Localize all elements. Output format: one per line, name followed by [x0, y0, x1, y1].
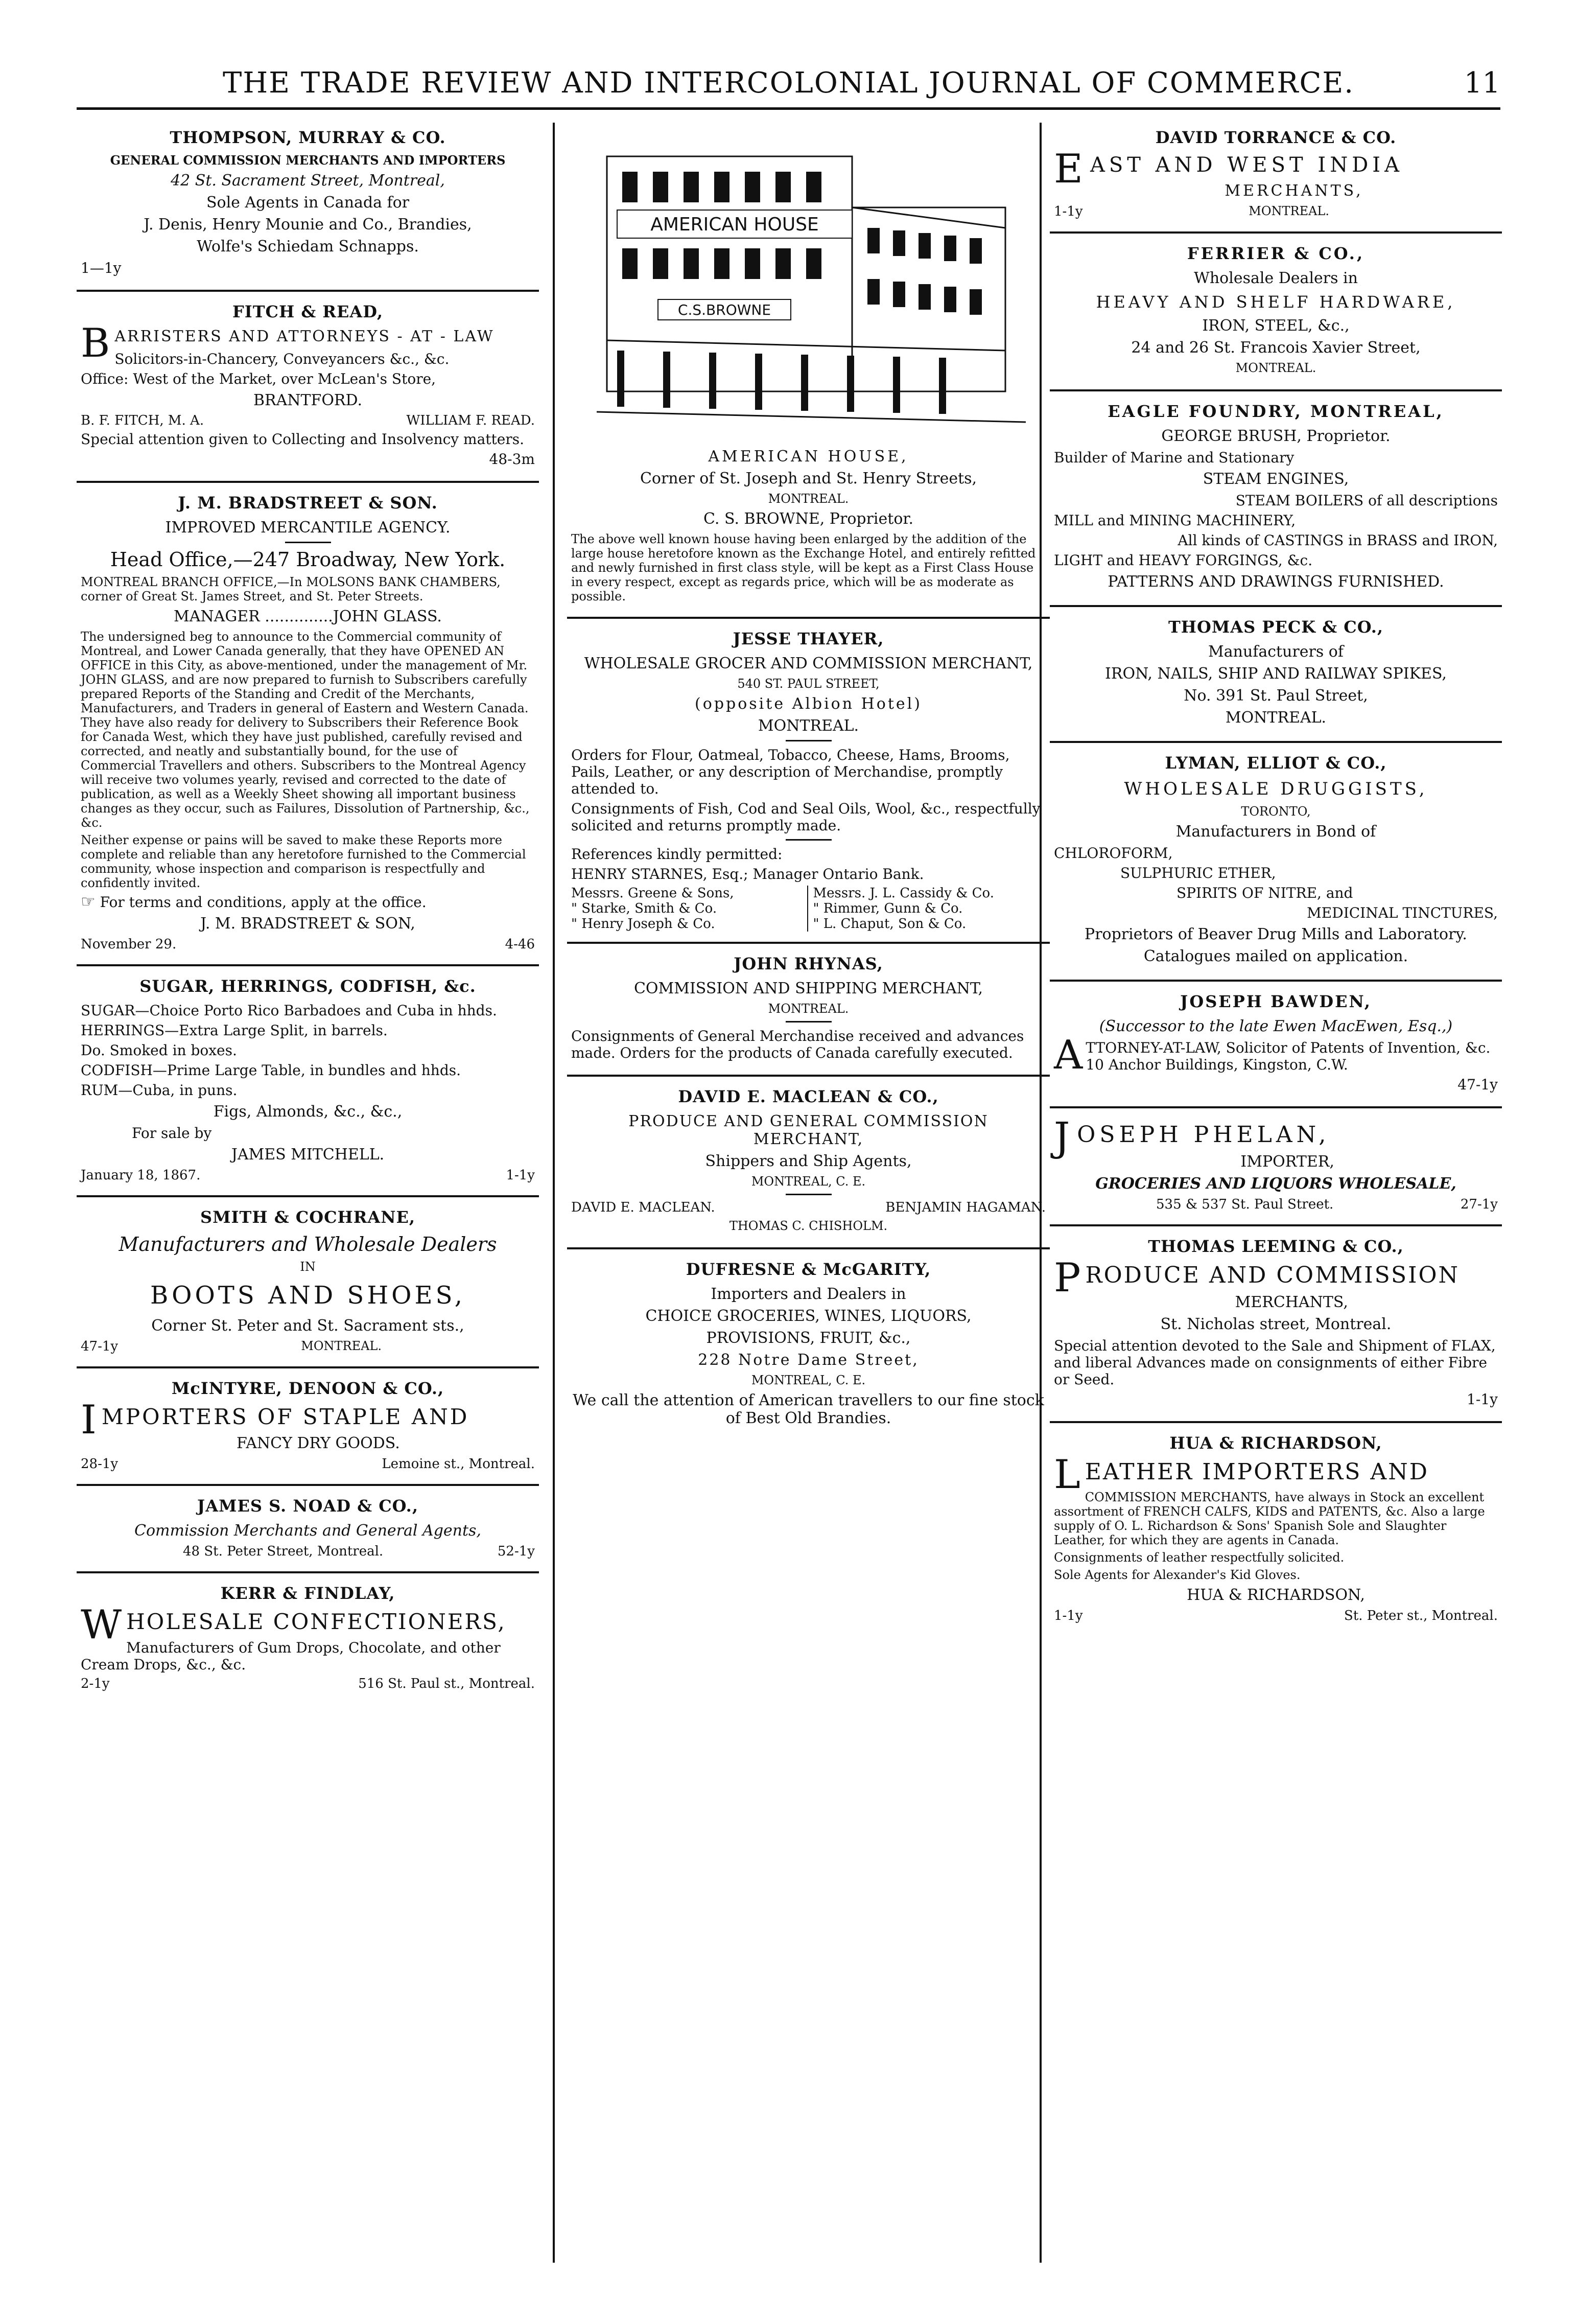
ad-partner: B. F. FITCH, M. A. — [81, 413, 204, 428]
ad-name: SMITH & COCHRANE, — [200, 1207, 415, 1227]
ad-line: CODFISH—Prime Large Table, in bundles and hhds. — [81, 1062, 461, 1079]
ad-fitch — [77, 292, 539, 483]
journal-title: THE TRADE REVIEW AND INTERCOLONIAL JOURNAL OF COMMERCE. — [222, 66, 1355, 100]
ad-line: No. 391 St. Paul Street, — [1184, 687, 1368, 705]
ad-city: MONTREAL, C. E. — [751, 1174, 866, 1189]
ad-city: TORONTO, — [1241, 804, 1311, 819]
ad-name: THOMAS PECK & CO., — [1168, 617, 1384, 637]
ad-noad — [77, 1486, 539, 1573]
ad-line: HERRINGS—Extra Large Split, in barrels. — [81, 1022, 388, 1039]
ad-ref: 1—1y — [81, 260, 122, 276]
ad-name: JESSE THAYER, — [733, 629, 884, 648]
ad-partner: WILLIAM F. READ. — [406, 413, 535, 428]
reference-entry: " Rimmer, Gunn & Co. — [813, 901, 963, 916]
ad-mcintyre — [77, 1368, 539, 1486]
ad-line: GENERAL COMMISSION MERCHANTS AND IMPORTERS — [110, 153, 506, 168]
column-left — [77, 118, 539, 2283]
ad-name: JOSEPH PHELAN, — [1054, 1114, 1330, 1160]
ad-name: HUA & RICHARDSON, — [1169, 1433, 1382, 1453]
divider — [786, 1194, 832, 1195]
ad-hua — [1050, 1423, 1502, 1636]
ad-smith — [77, 1197, 539, 1368]
ad-line: St. Nicholas street, Montreal. — [1160, 1315, 1392, 1333]
ad-name: J. M. BRADSTREET & SON. — [178, 493, 438, 513]
ad-name: THOMPSON, MURRAY & CO. — [170, 128, 446, 147]
ad-paragraph: The above well known house having been enlarged by the addition of the large house heretofore known as the Exchange Hotel, and entirely refitted and newly furnished in first class style, will be kept as a First Class House in every respect, except as regards price, which will be as moderate as possible. — [571, 532, 1036, 603]
hotel-engraving — [586, 126, 1031, 443]
ad-line: PROVISIONS, FRUIT, &c., — [706, 1329, 911, 1347]
ad-name: JOHN RHYNAS, — [734, 954, 883, 973]
ad-ref: 1-1y — [1467, 1391, 1498, 1408]
ad-line: WHOLESALE CONFECTIONERS, — [81, 1602, 506, 1648]
ad-city: MONTREAL. — [768, 492, 849, 506]
ad-line: MERCHANTS, — [1235, 1293, 1348, 1311]
ad-dufresne — [567, 1249, 1050, 1442]
divider — [786, 740, 832, 741]
ad-name: FITCH & READ, — [232, 302, 383, 321]
ad-name: JOSEPH BAWDEN, — [1180, 992, 1372, 1011]
ad-address: Lemoine st., Montreal. — [382, 1456, 535, 1472]
ad-ref: 27-1y — [1460, 1197, 1498, 1212]
ad-branch: MONTREAL BRANCH OFFICE,—In MOLSONS BANK CHAMBERS, corner of Great St. James Street, and St. Peter Streets. — [81, 575, 501, 603]
ad-line: Corner of St. Joseph and St. Henry Streets, — [640, 470, 977, 487]
ad-line: Shippers and Ship Agents, — [705, 1152, 912, 1170]
ad-name: THOMAS LEEMING & CO., — [1148, 1237, 1404, 1256]
ad-ref: 1-1y — [1054, 1608, 1083, 1623]
ad-city: MONTREAL. — [1249, 204, 1329, 218]
ad-peck — [1050, 607, 1502, 743]
ad-partner: THOMAS C. CHISHOLM. — [729, 1219, 888, 1233]
ad-city: MONTREAL. — [768, 1002, 849, 1016]
ad-line: STEAM ENGINES, — [1203, 470, 1349, 488]
divider — [285, 542, 331, 543]
ad-line: SUGAR—Choice Porto Rico Barbadoes and Cuba in hhds. — [81, 1002, 497, 1019]
ad-signature: J. M. BRADSTREET & SON, — [200, 915, 415, 933]
ad-name: AMERICAN HOUSE, — [708, 448, 909, 466]
ad-thayer — [567, 619, 1050, 944]
ad-ref: 28-1y — [81, 1456, 119, 1472]
ad-line: RUM—Cuba, in puns. — [81, 1082, 238, 1099]
ad-line: Manufacturers of Gum Drops, Chocolate, and other Cream Drops, &c., &c. — [81, 1639, 501, 1673]
column-right — [1050, 118, 1502, 2283]
ad-leeming — [1050, 1226, 1502, 1423]
ad-line: 228 Notre Dame Street, — [698, 1351, 919, 1369]
ad-line: IRON, NAILS, SHIP AND RAILWAY SPIKES, — [1105, 665, 1447, 683]
ad-ref: 1-1y — [506, 1168, 535, 1183]
ad-line: PRODUCE AND COMMISSION — [1054, 1255, 1460, 1301]
ad-line: HEAVY AND SHELF HARDWARE, — [1096, 292, 1456, 312]
reference-entry: " Starke, Smith & Co. — [571, 901, 717, 916]
ad-city: MONTREAL, C. E. — [751, 1373, 866, 1387]
page-number: 11 — [1464, 66, 1500, 100]
ad-line: MILL and MINING MACHINERY, — [1054, 512, 1296, 529]
ad-manager: MANAGER ..............JOHN GLASS. — [174, 608, 442, 625]
ad-line: GROCERIES AND LIQUORS WHOLESALE, — [1095, 1175, 1456, 1193]
ad-line: Office: West of the Market, over McLean's Store, — [81, 370, 436, 387]
ad-line: PRODUCE AND GENERAL COMMISSION MERCHANT, — [628, 1112, 988, 1148]
ad-line: IRON, STEEL, &c., — [1202, 317, 1350, 335]
ad-ref: 52-1y — [497, 1544, 535, 1559]
ad-line: HENRY STARNES, Esq.; Manager Ontario Bank. — [571, 866, 924, 882]
ad-line: ATTORNEY-AT-LAW, Solicitor of Patents of Invention, &c. 10 Anchor Buildings, Kingston, C.W. — [1054, 1032, 1491, 1078]
ad-kerr — [77, 1573, 539, 1704]
ad-line: Do. Smoked in boxes. — [81, 1042, 237, 1059]
ad-line: SPIRITS OF NITRE, and — [1176, 885, 1353, 901]
ad-ferrier — [1050, 234, 1502, 391]
ad-line: IN — [300, 1260, 316, 1274]
ad-line: (opposite Albion Hotel) — [695, 695, 922, 713]
ad-line: Manufacturers in Bond of — [1175, 823, 1376, 841]
ad-line: Catalogues mailed on application. — [1143, 947, 1408, 965]
ad-line: Wolfe's Schiedam Schnapps. — [197, 238, 419, 255]
column-middle — [567, 118, 1050, 2283]
ad-line: FANCY DRY GOODS. — [237, 1434, 400, 1452]
ad-line: LIGHT and HEAVY FORGINGS, &c. — [1054, 552, 1313, 569]
ad-line: 48 St. Peter Street, Montreal. — [183, 1544, 384, 1559]
ad-line: All kinds of CASTINGS in BRASS and IRON, — [1178, 532, 1498, 549]
ad-torrance — [1050, 118, 1502, 234]
ad-name: McINTYRE, DENOON & CO., — [171, 1379, 444, 1398]
page-header — [77, 66, 1500, 110]
ad-name: SUGAR, HERRINGS, CODFISH, &c. — [139, 977, 476, 996]
ad-line: GEORGE BRUSH, Proprietor. — [1161, 427, 1391, 445]
ad-name: EAGLE FOUNDRY, MONTREAL, — [1108, 402, 1444, 421]
ad-line: For sale by — [132, 1125, 212, 1142]
reference-entry: Messrs. Greene & Sons, — [571, 886, 734, 901]
ad-line: (Successor to the late Ewen MacEwen, Esq.,) — [1099, 1017, 1453, 1035]
ad-eagle-foundry — [1050, 391, 1502, 607]
ad-line: Manufacturers and Wholesale Dealers — [119, 1233, 497, 1256]
ad-line: 540 ST. PAUL STREET, — [737, 677, 880, 691]
ad-lyman — [1050, 743, 1502, 982]
ad-date: November 29. — [81, 937, 177, 952]
ad-city: MONTREAL. — [1225, 709, 1327, 727]
ad-name: LYMAN, ELLIOT & CO., — [1165, 753, 1387, 773]
ad-line: STEAM BOILERS of all descriptions — [1235, 492, 1498, 509]
ad-paragraph: Orders for Flour, Oatmeal, Tobacco, Cheese, Hams, Brooms, Pails, Leather, or any description of Merchandise, promptly attended to. — [571, 747, 1010, 797]
ad-line: 24 and 26 St. Francois Xavier Street, — [1131, 339, 1421, 357]
ad-line: Special attention given to Collecting and Insolvency matters. — [81, 431, 524, 448]
ad-paragraph: Special attention devoted to the Sale and Shipment of FLAX, and liberal Advances made on consignments of either Fibre or Seed. — [1054, 1337, 1496, 1388]
ad-line: MERCHANTS, — [1225, 182, 1363, 200]
ad-bradstreet — [77, 483, 539, 966]
ad-date: January 18, 1867. — [81, 1168, 201, 1183]
ad-line: LEATHER IMPORTERS AND — [1054, 1452, 1429, 1498]
ad-city: BRANTFORD. — [253, 391, 363, 409]
hotel-proprietor-sign: C.S.BROWNE — [677, 301, 771, 318]
ad-paragraph: Neither expense or pains will be saved to make these Reports more complete and reliable than any heretofore furnished to the Commercial community, whose inspection and comparison is respectfully and confidently invited. — [81, 833, 526, 890]
ad-line: Commission Merchants and General Agents, — [134, 1522, 481, 1540]
ad-sugar — [77, 966, 539, 1197]
ad-line: EAST AND WEST INDIA — [1054, 146, 1403, 192]
divider — [786, 839, 832, 841]
ad-line: CHLOROFORM, — [1054, 845, 1173, 862]
ad-address: St. Peter st., Montreal. — [1344, 1608, 1498, 1623]
ad-line: COMMISSION AND SHIPPING MERCHANT, — [633, 980, 983, 997]
ad-name: DUFRESNE & McGARITY, — [686, 1260, 931, 1279]
ad-line: Corner St. Peter and St. Sacrament sts., — [151, 1317, 464, 1335]
ad-ref: 48-3m — [489, 451, 535, 468]
ad-paragraph: Consignments of General Merchandise received and advances made. Orders for the products of Canada carefully executed. — [571, 1028, 1024, 1061]
ad-line: WHOLESALE DRUGGISTS, — [1124, 779, 1428, 799]
ad-american-house — [567, 118, 1050, 619]
reference-entry: " L. Chaput, Son & Co. — [813, 916, 967, 932]
ad-ref: 47-1y — [1457, 1076, 1498, 1093]
ad-seller: JAMES MITCHELL. — [231, 1146, 385, 1164]
ad-tagline: IMPROVED MERCANTILE AGENCY. — [165, 519, 451, 537]
ad-line: BARRISTERS AND ATTORNEYS - AT - LAW — [81, 320, 495, 366]
ad-partner: BENJAMIN HAGAMAN. — [885, 1200, 1046, 1215]
ad-line: IMPORTERS OF STAPLE AND — [81, 1397, 469, 1443]
ad-thompson — [77, 118, 539, 292]
ad-paragraph: The undersigned beg to announce to the Commercial community of Montreal, and Lower Canada generally, that they have OPENED AN OFFICE in this City, as above-mentioned, under the management of Mr. JOHN GLASS, and are now prepared to furnish to Subscribers carefully prepared Reports of the Standing and Credit of the Merchants, Manufacturers, and Traders in general of Eastern and Western Canada. They have also ready for delivery to Subscribers their Reference Book for Canada West, which they have just published, carefully revised and corrected, and neatly and substantially bound, for the use of Commercial Travellers and others. Subscribers to the Montreal Agency will receive two volumes yearly, revised and corrected to the date of publication, as well as a Weekly Sheet showing all important business changes as they occur, such as Failures, Dissolution of Partnership, &c., &c. — [81, 630, 530, 830]
ad-line: 42 St. Sacrament Street, Montreal, — [171, 172, 445, 190]
ad-address: 516 St. Paul st., Montreal. — [358, 1676, 535, 1691]
ad-city: MONTREAL. — [1235, 361, 1316, 375]
ad-line: MEDICINAL TINCTURES, — [1307, 904, 1498, 921]
ad-line: WHOLESALE GROCER AND COMMISSION MERCHANT, — [584, 655, 1033, 672]
ad-line: IMPORTER, — [1240, 1153, 1334, 1171]
ad-line: We call the attention of American travellers to our fine stock of Best Old Brandies. — [573, 1391, 1044, 1427]
reference-entry: " Henry Joseph & Co. — [571, 916, 715, 932]
column-rule — [553, 123, 555, 2263]
pointing-hand-icon: ☞ — [81, 892, 96, 911]
ad-line: References kindly permitted: — [571, 846, 783, 863]
ad-line: Manufacturers of — [1208, 643, 1344, 661]
ad-name: DAVID TORRANCE & CO. — [1155, 128, 1397, 147]
ad-phelan — [1050, 1108, 1502, 1226]
ad-partner: DAVID E. MACLEAN. — [571, 1200, 715, 1215]
ad-line: Wholesale Dealers in — [1194, 269, 1358, 287]
ad-ref: 4-46 — [505, 937, 535, 952]
ad-signature: HUA & RICHARDSON, — [1187, 1586, 1365, 1604]
ad-line: SULPHURIC ETHER, — [1120, 865, 1276, 881]
ad-name: JAMES S. NOAD & CO., — [197, 1496, 418, 1516]
divider — [786, 1021, 832, 1022]
reference-entry: Messrs. J. L. Cassidy & Co. — [813, 886, 994, 901]
ad-ref: 2-1y — [81, 1676, 110, 1691]
ad-ref: 47-1y — [81, 1339, 119, 1354]
ad-maclean — [567, 1077, 1050, 1249]
ad-line: Consignments of leather respectfully solicited. — [1054, 1550, 1345, 1565]
ad-line: Importers and Dealers in — [711, 1285, 906, 1303]
ad-head-office: Head Office,—247 Broadway, New York. — [110, 548, 506, 571]
ad-name: DAVID E. MACLEAN & CO., — [678, 1087, 939, 1106]
ad-ref: 1-1y — [1054, 204, 1083, 219]
ad-bawden — [1050, 982, 1502, 1108]
ad-line: 535 & 537 St. Paul Street. — [1156, 1197, 1334, 1212]
ad-paragraph: COMMISSION MERCHANTS, have always in Stock an excellent assortment of FRENCH CALFS, KIDS and PATENTS, &c. Also a large supply of O. L. Richardson & Sons' Spanish Sole and Slaughter Leather, for which they are agents in Canada. — [1054, 1490, 1485, 1547]
ad-city: MONTREAL. — [301, 1339, 382, 1353]
ad-proprietor: C. S. BROWNE, Proprietor. — [703, 510, 913, 528]
ad-line: Solicitors-in-Chancery, Conveyancers &c., &c. — [114, 351, 450, 367]
ad-line: Builder of Marine and Stationary — [1054, 449, 1294, 466]
ad-line: PATTERNS AND DRAWINGS FURNISHED. — [1108, 573, 1444, 591]
ad-line: BOOTS AND SHOES, — [150, 1281, 465, 1310]
hotel-sign-text: AMERICAN HOUSE — [650, 214, 819, 235]
ad-rhynas — [567, 944, 1050, 1077]
ad-name: FERRIER & CO., — [1187, 244, 1365, 263]
ad-line: Proprietors of Beaver Drug Mills and Laboratory. — [1085, 925, 1467, 943]
ad-line: CHOICE GROCERIES, WINES, LIQUORS, — [645, 1307, 972, 1325]
ad-terms: For terms and conditions, apply at the office. — [100, 894, 427, 911]
ad-name: KERR & FINDLAY, — [220, 1584, 395, 1603]
ad-line: J. Denis, Henry Mounie and Co., Brandies, — [144, 216, 472, 234]
ad-line: Sole Agents for Alexander's Kid Gloves. — [1054, 1568, 1301, 1582]
ad-city: MONTREAL. — [758, 717, 859, 735]
ad-line: Sole Agents in Canada for — [206, 194, 410, 212]
ad-paragraph: Consignments of Fish, Cod and Seal Oils, Wool, &c., respectfully solicited and returns promptly made. — [571, 800, 1041, 834]
ad-line: Figs, Almonds, &c., &c., — [213, 1103, 403, 1121]
